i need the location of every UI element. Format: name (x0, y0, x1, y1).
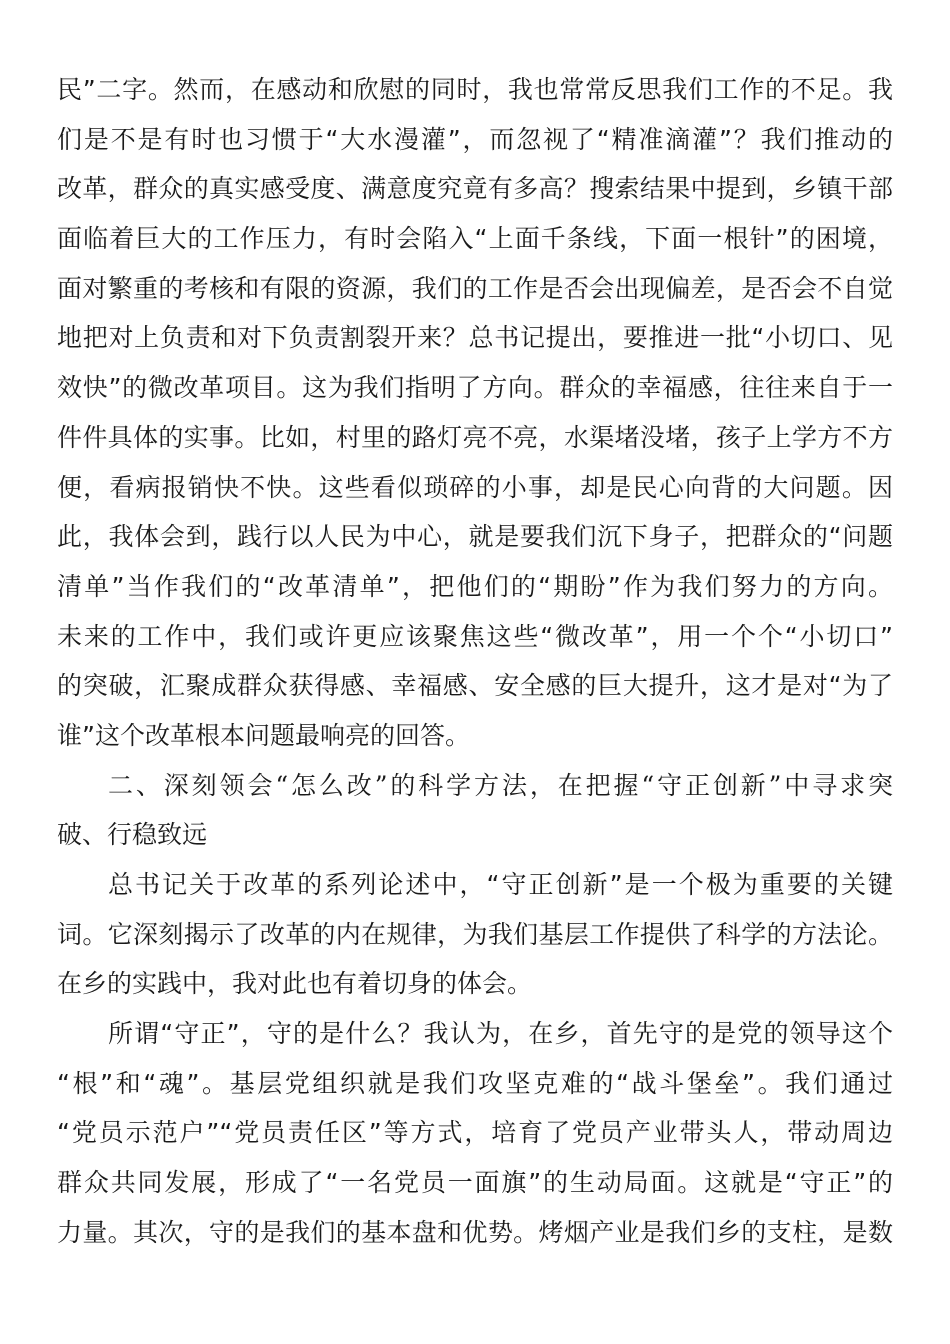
text-line: 清单”当作我们的“改革清单”，把他们的“期盼”作为我们努力的方向。 (57, 571, 893, 601)
text-line: 改革，群众的真实感受度、满意度究竟有多高？搜索结果中提到，乡镇干部 (57, 174, 893, 204)
text-line: 总书记关于改革的系列论述中，“守正创新”是一个极为重要的关键 (108, 870, 893, 899)
document-body (57, 65, 893, 1258)
text-line: “党员示范户”“党员责任区”等方式，培育了党员产业带头人，带动周边 (57, 1118, 893, 1148)
text-line: 谁”这个改革根本问题最响亮的回答。 (57, 720, 470, 750)
text-line: 们是不是有时也习惯于“大水漫灌”，而忽视了“精准滴灌”？我们推动的 (57, 124, 893, 154)
text-line: 件件具体的实事。比如，村里的路灯亮不亮，水渠堵没堵，孩子上学方不方 (57, 422, 893, 452)
heading-line: 破、行稳致远 (57, 820, 208, 850)
text-line: 民”二字。然而，在感动和欣慰的同时，我也常常反思我们工作的不足。我 (57, 75, 893, 104)
text-line: 便，看病报销快不快。这些看似琐碎的小事，却是民心向背的大问题。因 (57, 472, 893, 502)
text-line: 效快”的微改革项目。这为我们指明了方向。群众的幸福感，往往来自于一 (57, 373, 893, 403)
paragraph-continued (57, 65, 893, 761)
text-line: 地把对上负责和对下负责割裂开来？总书记提出，要推进一批“小切口、见 (57, 323, 893, 353)
text-line: 群众共同发展，形成了“一名党员一面旗”的生动局面。这就是“守正”的 (57, 1168, 893, 1198)
text-line: 的突破，汇聚成群众获得感、幸福感、安全感的巨大提升，这才是对“为了 (57, 671, 893, 701)
heading-line: 二、深刻领会“怎么改”的科学方法，在把握“守正创新”中寻求突 (108, 770, 893, 800)
paragraph (57, 860, 893, 1009)
text-line: 面对繁重的考核和有限的资源，我们的工作是否会出现偏差，是否会不自觉 (57, 273, 893, 303)
text-line: 面临着巨大的工作压力，有时会陷入“上面千条线，下面一根针”的困境， (57, 224, 893, 254)
text-line: 未来的工作中，我们或许更应该聚焦这些“微改革”，用一个个“小切口” (57, 621, 893, 651)
text-line: 此，我体会到，践行以人民为中心，就是要我们沉下身子，把群众的“问题 (57, 522, 893, 552)
text-line: 所谓“守正”，守的是什么？我认为，在乡，首先守的是党的领导这个 (108, 1019, 893, 1049)
text-line: 力量。其次，守的是我们的基本盘和优势。烤烟产业是我们乡的支柱，是数 (57, 1217, 893, 1247)
paragraph (57, 1009, 893, 1257)
text-line: 在乡的实践中，我对此也有着切身的体会。 (57, 969, 533, 999)
text-line: “根”和“魂”。基层党组织就是我们攻坚克难的“战斗堡垒”。我们通过 (57, 1068, 893, 1098)
text-line: 词。它深刻揭示了改革的内在规律，为我们基层工作提供了科学的方法论。 (57, 919, 893, 949)
section-heading (57, 761, 893, 860)
